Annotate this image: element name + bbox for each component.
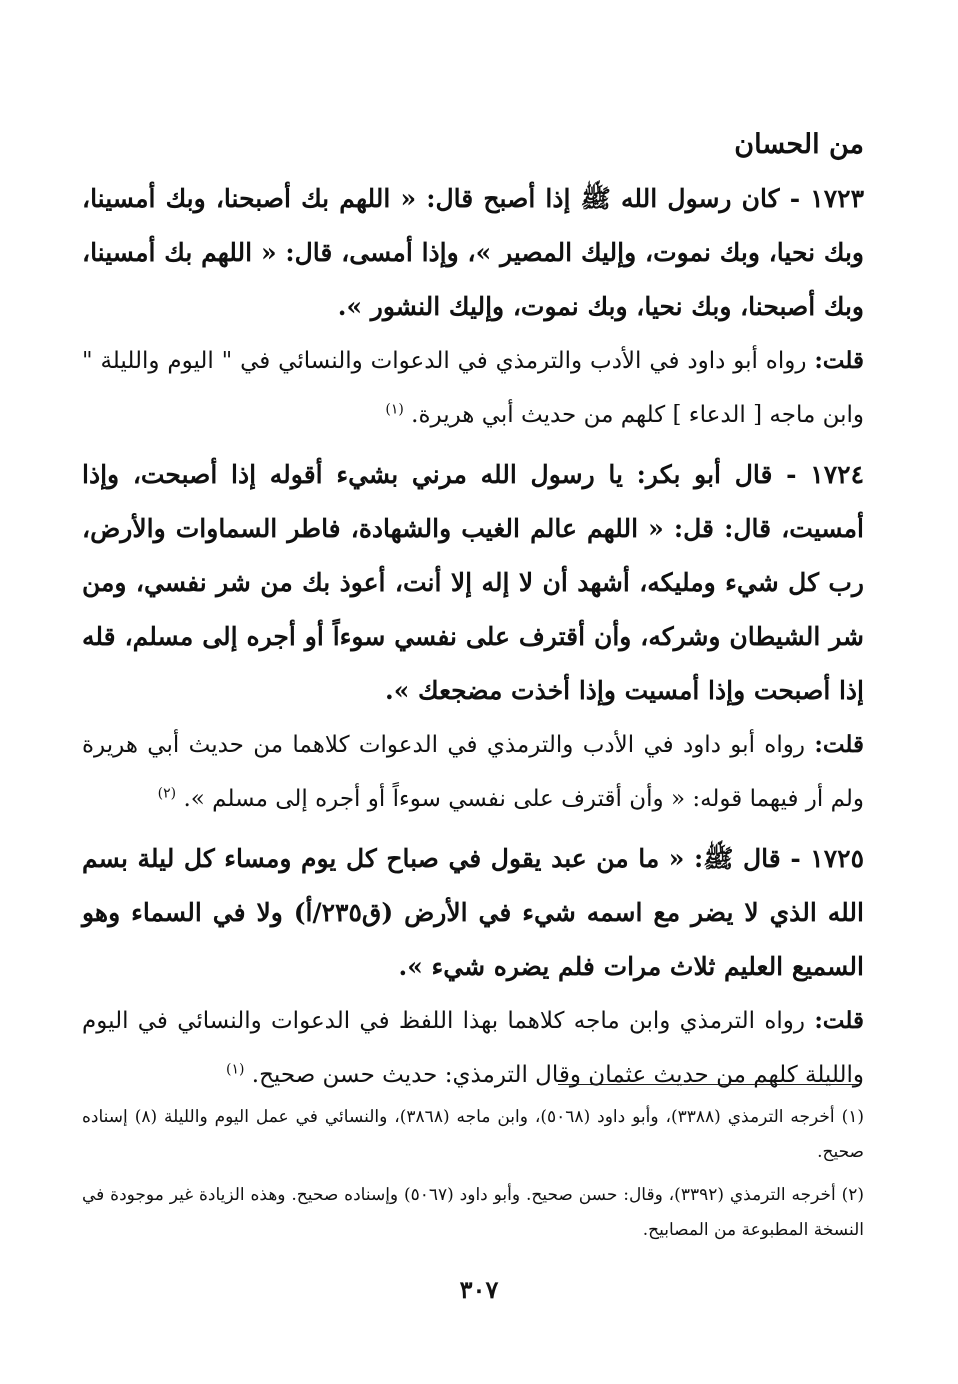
note-label: قلت:	[814, 731, 865, 758]
hadith-block	[82, 172, 864, 442]
footnote-ref: (١)	[385, 401, 404, 418]
hadith-text: ١٧٢٤ - قال أبو بكر: يا رسول الله مرني بشيء أقوله إذا أصبحت، وإذا أمسيت، قال: قل: « اللهم عالم الغيب والشهادة، فاطر السماوات والأرض، رب كل شيء ومليكه، أشهد أن لا إله إلا أنت، أعوذ بك من شر نفسي، ومن شر الشيطان وشركه، وأن أقترف على نفسي سوءاً أو أجره إلى مسلم، قله إذا أصبحت وإذا أمسيت وإذا أخذت مضجعك ».	[82, 460, 864, 705]
footnotes	[82, 1100, 864, 1256]
page-body	[82, 120, 864, 1108]
hadith-block	[82, 448, 864, 826]
hadith-note	[82, 334, 864, 442]
note-text: رواه أبو داود في الأدب والترمذي في الدعوات كلاهما من حديث أبي هريرة ولم أر فيهما قوله: « وأن أقترف على نفسي سوءاً أو أجره إلى مسلم ».	[82, 732, 864, 812]
hadith-note	[82, 718, 864, 826]
footnote-ref: (١)	[225, 1061, 245, 1078]
footnote-divider	[558, 1084, 858, 1085]
note-label: قلت:	[814, 347, 864, 374]
hadith-block	[82, 832, 864, 1102]
note-text: رواه الترمذي وابن ماجه كلاهما بهذا اللفظ في الدعوات والنسائي في اليوم والليلة كلهم من حديث عثمان وقال الترمذي: حديث حسن صحيح.	[82, 1008, 864, 1088]
footnote: (١) أخرجه الترمذي (٣٣٨٨)، وأبو داود (٥٠٦٨)، وابن ماجه (٣٨٦٨)، والنسائي في عمل اليوم والليلة (٨) إسناده صحيح.	[82, 1107, 865, 1162]
hadith-text: ١٧٢٣ - كان رسول الله ﷺ إذا أصبح قال: « اللهم بك أصبحنا، وبك أمسينا، وبك نحيا، وبك نموت، وإليك المصير »، وإذا أمسى، قال: « اللهم بك أمسينا، وبك أصبحنا، وبك نحيا، وبك نموت، وإليك النشور ».	[82, 184, 864, 321]
note-text: رواه أبو داود في الأدب والترمذي في الدعوات والنسائي في " اليوم والليلة " وابن ماجه [ الدعاء ] كلهم من حديث أبي هريرة.	[82, 348, 864, 428]
note-label: قلت:	[814, 1007, 864, 1034]
hadith-text: ١٧٢٥ - قال ﷺ: « ما من عبد يقول في صباح كل يوم ومساء كل ليلة بسم الله الذي لا يضر مع اسمه شيء في الأرض (ق٢٣٥/أ) ولا في السماء وهو السميع العليم ثلاث مرات فلم يضره شيء ».	[82, 844, 864, 981]
hadith-note	[82, 994, 864, 1102]
footnote: (٢) أخرجه الترمذي (٣٣٩٢)، وقال: حسن صحيح. وأبو داود (٥٠٦٧) وإسناده صحيح. وهذه الزيادة غير موجودة في النسخة المطبوعة من المصابيح.	[82, 1185, 864, 1240]
footnote-ref: (٢)	[157, 785, 177, 802]
page-number: ٣٠٧	[459, 1275, 499, 1304]
section-title: من الحسان	[734, 129, 864, 160]
